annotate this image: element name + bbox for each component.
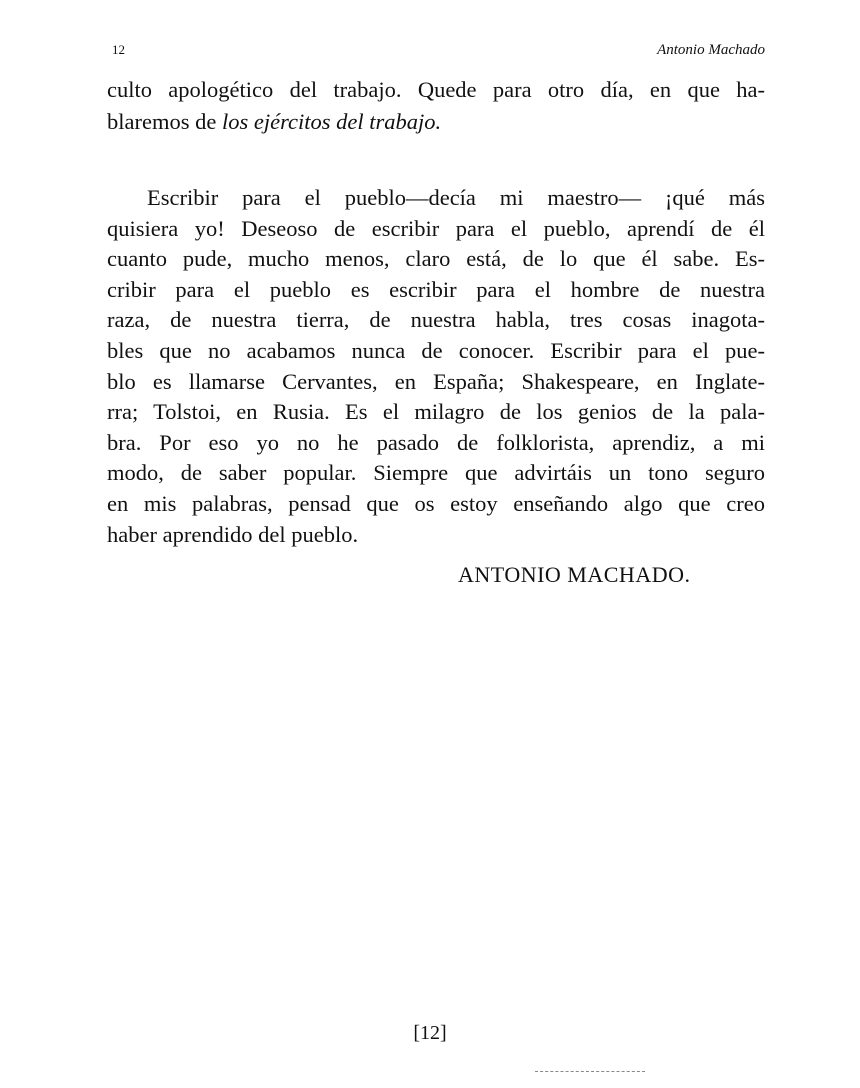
text-span: blaremos de	[107, 109, 222, 134]
text-line: Escribir para el pueblo—decía mi maestro— ¡qué más	[147, 185, 765, 210]
text-line: raza, de nuestra tierra, de nuestra habla, tres cosas inagota-	[107, 307, 765, 333]
text-line: modo, de saber popular. Siempre que advirtáis un tono seguro	[107, 460, 765, 486]
text-line: bles que no acabamos nunca de conocer. Escribir para el pue-	[107, 338, 765, 363]
text-line: blo es llamarse Cervantes, en España; Shakespeare, en Inglate-	[107, 368, 765, 394]
text-line: haber aprendido del pueblo.	[107, 521, 359, 547]
running-head: Antonio Machado	[657, 42, 765, 58]
signature: ANTONIO MACHADO.	[458, 562, 691, 587]
text-line: culto apologético del trabajo. Quede para otro día, en que ha-	[107, 77, 765, 102]
italic-title: los ejércitos del trabajo.	[221, 109, 442, 134]
text-line: cribir para el pueblo es escribir para el hombre de nuestra	[107, 276, 765, 302]
text-line: rra; Tolstoi, en Rusia. Es el milagro de los genios de la pala-	[107, 399, 765, 425]
text-line: quisiera yo! Deseoso de escribir para el pueblo, aprendí de él	[107, 215, 765, 241]
scan-artifact	[535, 1071, 645, 1073]
page-number: 12	[112, 42, 125, 57]
text-line: en mis palabras, pensad que os estoy enseñando algo que creo	[107, 491, 765, 516]
text-line: bra. Por eso yo no he pasado de folklorista, aprendiz, a mi	[107, 429, 765, 455]
folio: [12]	[413, 1022, 447, 1044]
text-line	[107, 107, 765, 137]
text-line: cuanto pude, mucho menos, claro está, de lo que él sabe. Es-	[107, 246, 765, 272]
